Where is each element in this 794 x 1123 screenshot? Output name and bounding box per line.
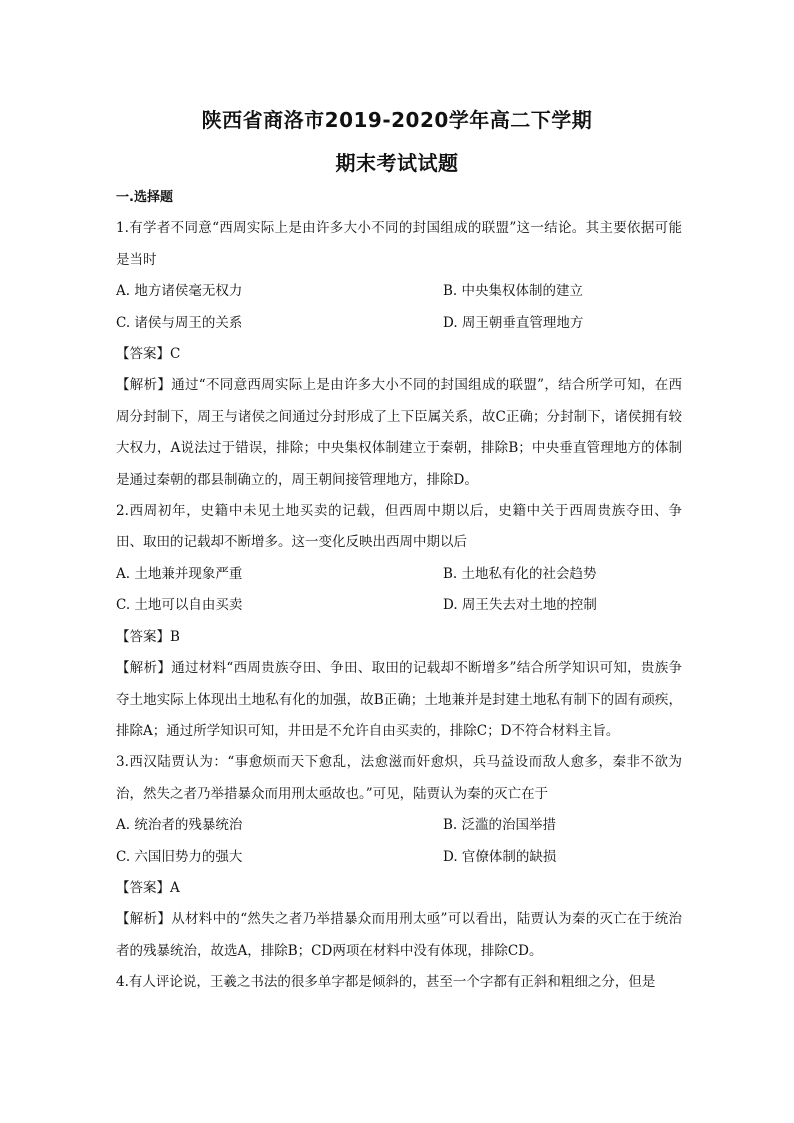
question-stem: 3.西汉陆贾认为：“事愈烦而天下愈乱，法愈滋而奸愈炽，兵马益设而敌人愈多，秦非不欲为治，然失之者乃举措暴众而用刑太亟故也。”可见，陆贾认为秦的灭亡在于: [116, 754, 682, 802]
question-stem: 2.西周初年，史籍中未见土地买卖的记载，但西周中期以后，史籍中关于西周贵族夺田、争田、取田的记载却不断增多。这一变化反映出西周中期以后: [116, 503, 682, 551]
analysis-label: 【解析】: [116, 911, 172, 928]
option-b: B. 土地私有化的社会趋势: [443, 565, 597, 582]
option-b: B. 中央集权体制的建立: [443, 283, 584, 300]
option-d: D. 周王朝垂直管理地方: [443, 314, 584, 331]
answer-line: [116, 873, 682, 904]
answer-label: 【答案】: [116, 346, 170, 363]
section-heading: 一.选择题: [116, 190, 173, 205]
analysis-label: 【解析】: [116, 377, 172, 394]
question-stem: 1.有学者不同意“西周实际上是由许多大小不同的封国组成的联盟”这一结论。其主要依据可能是当时: [116, 220, 682, 268]
option-b: B. 泛滥的治国举措: [443, 817, 557, 834]
question-stem: 4.有人评论说，王羲之书法的很多单字都是倾斜的，甚至一个字都有正斜和粗细之分，但是: [116, 974, 656, 991]
answer-value: B: [170, 628, 180, 645]
page-subtitle: 期末考试试题: [335, 151, 459, 175]
answer-line: [116, 622, 682, 653]
option-a: A. 土地兼并现象严重: [116, 565, 243, 582]
option-d: D. 官僚体制的缺损: [443, 848, 557, 865]
answer-label: 【答案】: [116, 628, 170, 645]
answer-line: [116, 339, 682, 370]
option-a: A. 统治者的残暴统治: [116, 817, 243, 834]
analysis-paragraph: [116, 370, 682, 496]
answer-label: 【答案】: [116, 879, 170, 896]
analysis-paragraph: [116, 653, 682, 747]
analysis-label: 【解析】: [116, 660, 172, 677]
option-c: C. 土地可以自由买卖: [116, 597, 243, 614]
answer-value: C: [170, 346, 181, 363]
answer-value: A: [170, 879, 180, 896]
analysis-paragraph: [116, 904, 682, 967]
options-list: [116, 559, 682, 622]
analysis-text: 通过材料“西周贵族夺田、争田、取田的记载却不断增多”结合所学知识可知，贵族争夺土地实际上体现出土地私有化的加强，故B正确；土地兼并是封建土地私有制下的固有顽疾，排除A；通过所学知识可知，井田是不允许自由买卖的，排除C；D不符合材料主旨。: [116, 660, 683, 739]
option-a: A. 地方诸侯毫无权力: [116, 283, 243, 300]
analysis-text: 通过“不同意西周实际上是由许多大小不同的封国组成的联盟”，结合所学可知，在西周分封制下，周王与诸侯之间通过分封形成了上下臣属关系，故C正确；分封制下，诸侯拥有较大权力，A说法过于错误，排除；中央集权体制建立于秦朝，排除B；中央垂直管理地方的体制是通过秦朝的郡县制确立的，周王朝间接管理地方，排除D。: [116, 377, 683, 488]
option-c: C. 诸侯与周王的关系: [116, 314, 243, 331]
analysis-text: 从材料中的“然失之者乃举措暴众而用刑太亟”可以看出，陆贾认为秦的灭亡在于统治者的残暴统治，故选A，排除B；CD两项在材料中没有体现，排除CD。: [116, 911, 683, 959]
page-title: 陕西省商洛市2019-2020学年高二下学期: [201, 108, 593, 132]
options-list: [116, 276, 682, 339]
option-c: C. 六国旧势力的强大: [116, 848, 243, 865]
options-list: [116, 810, 682, 873]
option-d: D. 周王失去对土地的控制: [443, 597, 597, 614]
document-body: [116, 182, 682, 999]
